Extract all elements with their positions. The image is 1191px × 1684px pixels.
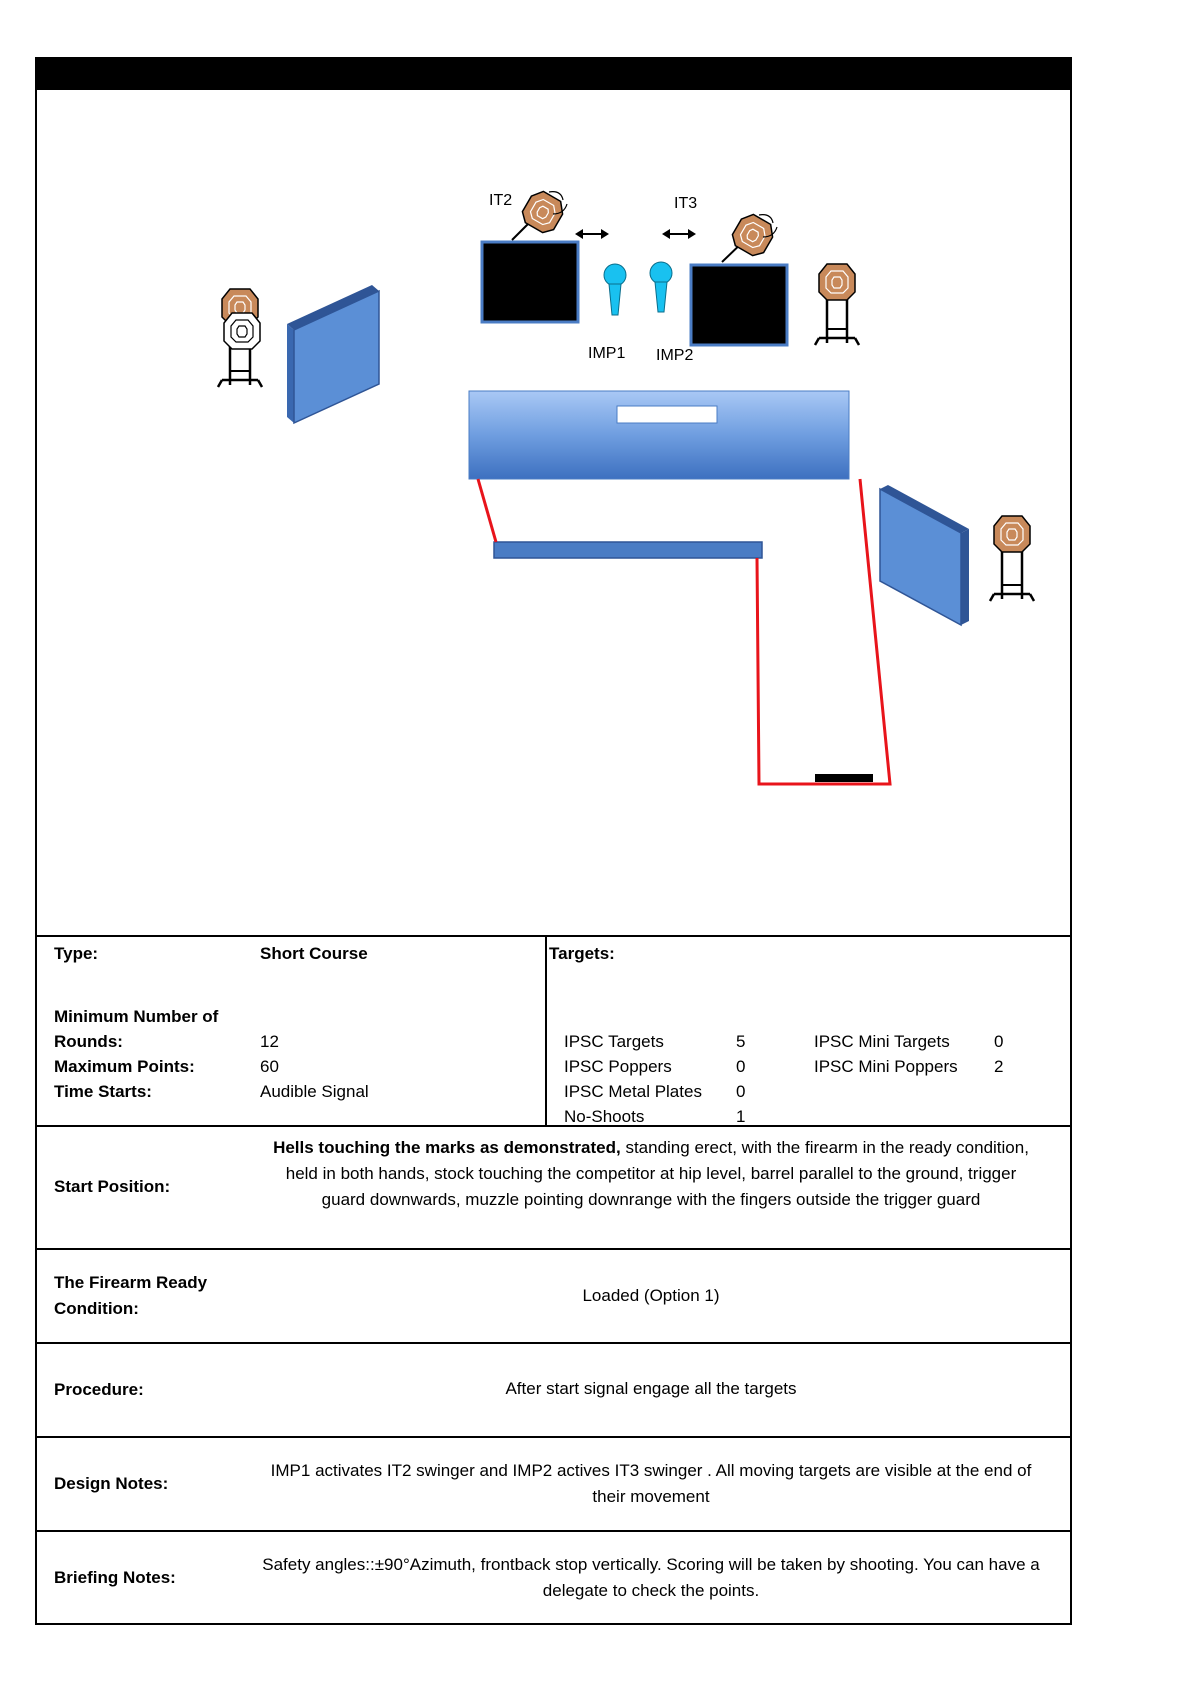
start-position-body: standing erect, with the firearm in the ready condition, held in both hands, stock touching the competitor at hip level, barrel parallel to the ground, trigger guard downwards, muzzle pointing downrange with the fingers outside the trigger guard	[285, 1138, 1029, 1209]
ready-condition-section	[37, 1248, 1070, 1342]
design-notes-label: Design Notes:	[54, 1474, 169, 1493]
stage-sheet	[35, 57, 1072, 1625]
it2-swing-arrow	[575, 229, 609, 239]
horizontal-wall	[494, 542, 762, 558]
procedure-text: After start signal engage all the targets	[505, 1379, 797, 1398]
it3-hardcover	[691, 210, 787, 345]
left-target-stand	[218, 289, 262, 387]
min-rounds-label-line1: Minimum Number of	[54, 1007, 219, 1026]
central-barricade	[469, 391, 849, 479]
target-count: 0	[736, 1057, 746, 1076]
imp2-label: IMP2	[656, 347, 694, 364]
procedure-label: Procedure:	[54, 1380, 144, 1399]
stage-diagram	[37, 90, 1070, 935]
ready-condition-label-line1: The Firearm Ready	[54, 1273, 208, 1292]
max-points-value: 60	[260, 1057, 279, 1076]
type-label: Type:	[54, 944, 99, 963]
start-marks	[815, 774, 873, 782]
title-bar	[37, 59, 1070, 90]
fault-lines	[478, 479, 890, 784]
stage-info-section	[37, 935, 1070, 1125]
procedure-section	[37, 1342, 1070, 1436]
briefing-notes-label: Briefing Notes:	[54, 1568, 176, 1587]
imp2-popper	[650, 262, 672, 312]
start-position-bold: Hells touching the marks as demonstrated,	[273, 1138, 621, 1157]
target-name: IPSC Targets	[564, 1032, 664, 1051]
briefing-notes-section	[37, 1530, 1070, 1624]
target-name: IPSC Poppers	[564, 1057, 672, 1076]
imp1-label: IMP1	[588, 345, 626, 362]
time-starts-label: Time Starts:	[54, 1082, 152, 1101]
right-lower-target-stand	[990, 516, 1034, 601]
briefing-notes-text: Safety angles::±90°Azimuth, frontback stop vertically. Scoring will be taken by shooting. You can have a delegate to check the points.	[262, 1555, 1040, 1600]
ready-condition-text: Loaded (Option 1)	[582, 1286, 720, 1305]
right-top-target-stand	[815, 264, 859, 345]
design-notes-section	[37, 1436, 1070, 1530]
min-rounds-value: 12	[260, 1032, 279, 1051]
it3-swing-arrow	[662, 229, 696, 239]
stage-diagram-drawing	[37, 90, 1070, 935]
mini-target-name: IPSC Mini Poppers	[814, 1057, 958, 1076]
design-notes-text: IMP1 activates IT2 swinger and IMP2 actives IT3 swinger . All moving targets are visible at the end of their movement	[270, 1461, 1032, 1506]
mini-target-name: IPSC Mini Targets	[814, 1032, 950, 1051]
start-position-label: Start Position:	[54, 1177, 171, 1196]
imp1-popper	[604, 264, 626, 315]
type-value: Short Course	[260, 944, 368, 963]
min-rounds-label-line2: Rounds:	[54, 1032, 123, 1051]
max-points-label: Maximum Points:	[54, 1057, 195, 1076]
right-wall	[880, 485, 969, 625]
start-position-section	[37, 1125, 1070, 1248]
ready-condition-label-line2: Condition:	[54, 1299, 139, 1318]
it2-label: IT2	[489, 192, 513, 209]
target-count: 5	[736, 1032, 746, 1051]
mini-target-count: 0	[994, 1032, 1004, 1051]
start-position-text	[262, 1135, 1040, 1213]
target-name: No-Shoots	[564, 1107, 645, 1126]
target-count: 0	[736, 1082, 746, 1101]
time-starts-value: Audible Signal	[260, 1082, 369, 1101]
targets-label: Targets:	[549, 944, 615, 963]
info-divider	[545, 937, 547, 1125]
mini-target-count: 2	[994, 1057, 1004, 1076]
target-name: IPSC Metal Plates	[564, 1082, 702, 1101]
it3-label: IT3	[674, 195, 698, 212]
left-wall	[287, 285, 379, 423]
target-count: 1	[736, 1107, 746, 1126]
